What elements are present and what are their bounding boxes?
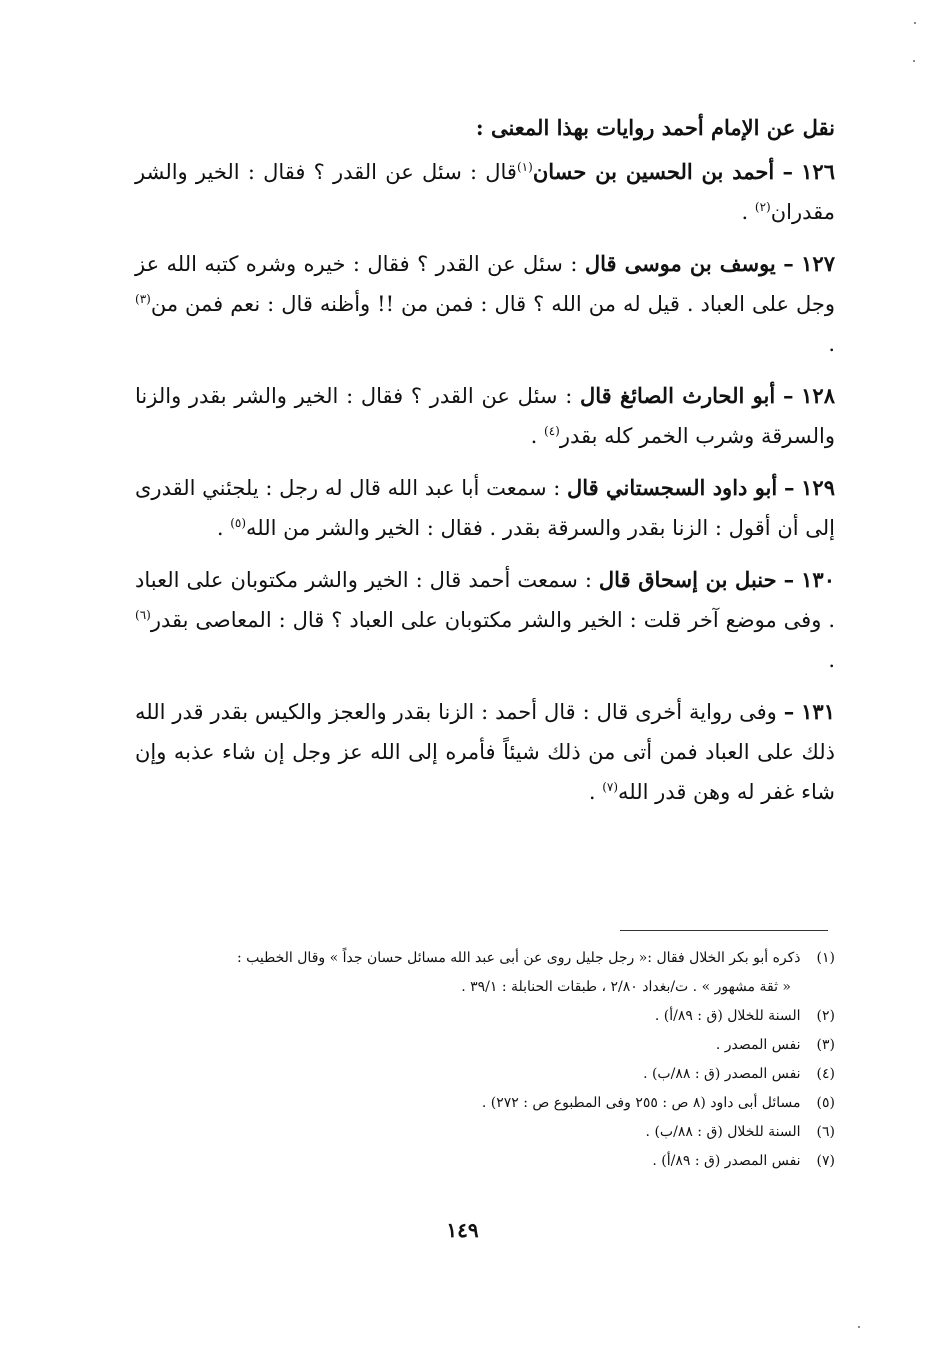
entry-130: [135, 560, 835, 680]
footnote-ref[interactable]: (٧): [602, 780, 619, 794]
scan-speck: [913, 60, 915, 62]
footnote-text: نفس المصدر (ق : ٨٨/ب) .: [643, 1066, 801, 1082]
scan-speck: [914, 22, 916, 24]
entry-dash: –: [782, 383, 794, 408]
entry-text: : سئل عن القدر ؟ فقال : الخير والشر بقدر والزنا والسرقة وشرب الخمر كله بقدر: [135, 384, 835, 448]
footnote-7: [135, 1147, 835, 1176]
footnote-label: (٢): [816, 1008, 835, 1024]
entry-end: .: [741, 200, 755, 224]
footnote-text: مسائل أبى داود (٨ ص : ٢٥٥ وفى المطبوع ص : ٢٧٢) .: [481, 1095, 801, 1111]
page-number: ١٤٩: [446, 1218, 479, 1242]
narrator-name: يوسف بن موسى قال: [584, 251, 776, 276]
entry-131: [135, 692, 835, 812]
entry-dash: –: [782, 159, 793, 184]
footnote-ref[interactable]: (٤): [544, 424, 560, 438]
footnote-ref[interactable]: (٥): [230, 516, 247, 530]
footnote-1: [135, 944, 835, 973]
entry-text: وفى رواية أخرى قال : قال أحمد : الزنا بقدر والعجز والكيس بقدر قدر الله ذلك على العباد فمن أتى من ذلك شيئاً فأمره إلى الله عز وجل إن شاء عذبه وإن شاء غفر له وهن قدر الله: [135, 700, 835, 804]
entry-number: ١٣١: [801, 699, 835, 724]
footnote-text: السنة للخلال (ق : ٨٩/أ) .: [654, 1008, 801, 1024]
narrator-name: حنبل بن إسحاق قال: [598, 567, 777, 592]
entry-dash: –: [783, 699, 795, 724]
intro-line: نقل عن الإمام أحمد روايات بهذا المعنى :: [475, 115, 835, 140]
entry-number: ١٢٦: [801, 159, 835, 184]
entry-text: : سمعت أبا عبد الله قال له رجل : يلجئني القدرى إلى أن أقول : الزنا بقدر والسرقة بقدر . فقال : الخير والشر من الله: [135, 476, 835, 540]
footnote-label: (٤): [816, 1066, 835, 1082]
footnote-4: [135, 1060, 835, 1089]
footnote-text: « ثقة مشهور » . ت/بغداد ٢/٨٠ ، طبقات الحنابلة : ٣٩/١ .: [461, 979, 791, 995]
main-text: [135, 108, 835, 824]
footnote-text: السنة للخلال (ق : ٨٨/ب) .: [645, 1124, 801, 1140]
footnote-ref[interactable]: (١): [516, 160, 533, 174]
entry-text: قال : سئل عن القدر ؟ فقال : الخير والشر مقدران: [135, 160, 835, 224]
footnote-label: (٣): [816, 1037, 835, 1053]
entry-number: ١٢٧: [801, 251, 835, 276]
footnote-ref[interactable]: (٢): [754, 200, 771, 214]
entry-end: .: [216, 516, 231, 540]
entry-end: .: [828, 332, 835, 356]
narrator-name: أبو الحارث الصائغ قال: [580, 383, 776, 408]
footnote-label: (١): [816, 950, 835, 966]
footnote-separator: [620, 930, 828, 931]
footnote-ref[interactable]: (٣): [135, 292, 151, 306]
footnote-label: (٥): [816, 1095, 835, 1111]
footnote-text: ذكره أبو بكر الخلال فقال :« رجل جليل روى عن أبى عبد الله مسائل حسان جداً » وقال الخطيب :: [236, 950, 801, 966]
footnote-text: نفس المصدر (ق : ٨٩/أ) .: [652, 1153, 801, 1169]
footnote-ref[interactable]: (٦): [135, 608, 151, 622]
narrator-name: أبو داود السجستاني قال: [567, 475, 778, 500]
footnote-label: (٧): [816, 1153, 835, 1169]
entry-end: .: [588, 780, 603, 804]
narrator-name: أحمد بن الحسين بن حسان: [532, 159, 775, 184]
entry-126: [135, 152, 835, 232]
entry-129: [135, 468, 835, 548]
footnote-text: نفس المصدر .: [715, 1037, 801, 1053]
entry-127: [135, 244, 835, 364]
footnote-label: (٦): [816, 1124, 835, 1140]
footnote-5: [135, 1089, 835, 1118]
entry-text: : سمعت أحمد قال : الخير والشر مكتوبان على العباد . وفى موضع آخر قلت : الخير والشر مكتوبان على العباد ؟ قال : المعاصى بقدر: [135, 568, 835, 632]
footnote-2: [135, 1002, 835, 1031]
footnote-3: [135, 1031, 835, 1060]
entry-dash: –: [783, 475, 795, 500]
entry-text: : سئل عن القدر ؟ فقال : خيره وشره كتبه الله عز وجل على العباد . قيل له من الله ؟ قال : فمن من !! وأظنه قال : نعم فمن من: [135, 252, 835, 316]
entry-number: ١٣٠: [801, 567, 835, 592]
entry-128: [135, 376, 835, 456]
entry-number: ١٢٩: [801, 475, 835, 500]
scan-speck: [858, 1326, 860, 1328]
entry-end: .: [530, 424, 545, 448]
entry-dash: –: [783, 251, 794, 276]
footnote-1-continued: [135, 973, 835, 1002]
footnotes: [135, 944, 835, 1176]
footnote-6: [135, 1118, 835, 1147]
entry-end: .: [828, 648, 835, 672]
entry-number: ١٢٨: [801, 383, 835, 408]
entry-dash: –: [783, 567, 795, 592]
